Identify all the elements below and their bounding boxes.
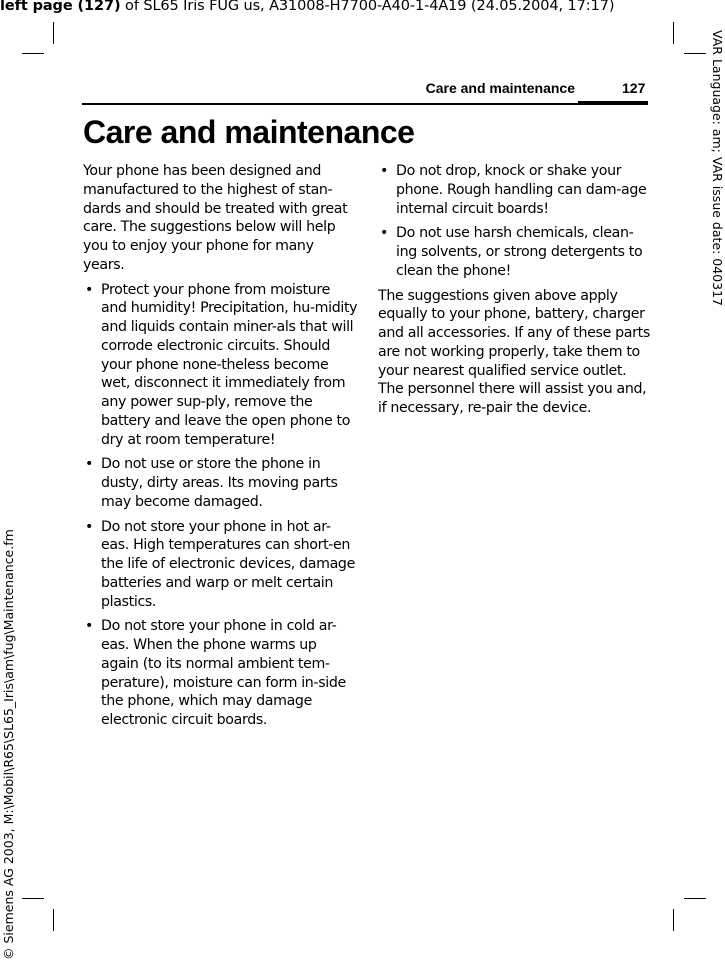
header-page-tab [578,101,648,105]
list-item [378,162,653,218]
bullet-glyph: • [85,618,94,635]
side-language-text: VAR Language: am; VAR issue date: 040317 [710,30,725,306]
list-item-text: Do not use harsh chemicals, clean-ing solvents, or strong detergents to clean the phone! [396,225,643,279]
crop-mark [53,909,54,931]
list-item-text: Do not store your phone in cold ar-eas. When the phone warms up again (to its normal ambient tem-perature), moisture can form in-side the phone, which may damage electronic circuit boards. [101,618,346,728]
bullet-glyph: • [85,518,94,535]
list-item-text: Do not drop, knock or shake your phone. Rough handling can dam-age internal circuit boards! [396,163,647,217]
list-item-text: Do not store your phone in hot ar-eas. High temperatures can short-en the life of electronic devices, damage batteries and warp or melt certain plastics. [101,518,355,610]
bullet-glyph: • [85,281,94,298]
page-number: 127 [622,80,646,96]
side-language-info [709,30,725,370]
crop-mark [22,898,44,899]
list-item-text: Do not use or store the phone in dusty, dirty areas. Its moving parts may become damaged. [101,456,338,510]
left-bullet-list [83,281,358,730]
bullet-glyph: • [380,225,389,242]
page-title: Care and maintenance [83,114,415,150]
crop-mark [684,898,706,899]
list-item [83,617,358,730]
side-copyright-text: © Siemens AG 2003, M:\Mobil\R65\SL65_Iris\am\fug\Maintenance.fm [1,529,16,960]
side-copyright-info [0,520,18,960]
crop-mark [22,53,44,54]
crop-mark [673,22,674,44]
bullet-glyph: • [380,163,389,179]
list-item [83,518,358,612]
closing-paragraph: The suggestions given above apply equally to your phone, battery, charger and all accessories. If any of these parts are not working properly, take them to your nearest qualified service outlet. The personnel there will assist you and, if necessary, re-pair the device. [378,287,650,416]
crop-mark [673,909,674,931]
bullet-glyph: • [85,456,94,473]
list-item [378,224,653,280]
running-header-title: Care and maintenance [425,80,575,96]
list-item [83,455,358,511]
intro-paragraph: Your phone has been designed and manufactured to the highest of stan-dards and should be treated with great care. The suggestions below will help you to enjoy your phone for many years. [83,163,348,273]
left-column [83,162,358,736]
list-item-text: Protect your phone from moisture and humidity! Precipitation, hu-midity and liquids contain miner-als that will corrode electronic circuits. Should your phone none-theless become wet, disconnect it immediately from any power sup-ply, remove the battery and leave the open phone to dry at room temperature! [101,281,358,448]
print-page-label: left page (127) [0,0,121,14]
print-file-info: of SL65 Iris FUG us, A31008-H7700-A40-1-4A19 (24.05.2004, 17:17) [120,0,615,14]
right-bullet-list [378,162,653,281]
list-item [83,281,358,450]
crop-mark [53,22,54,44]
crop-mark [684,53,706,54]
print-info-line [0,0,614,14]
header-rule [82,103,648,105]
right-column [378,162,653,424]
